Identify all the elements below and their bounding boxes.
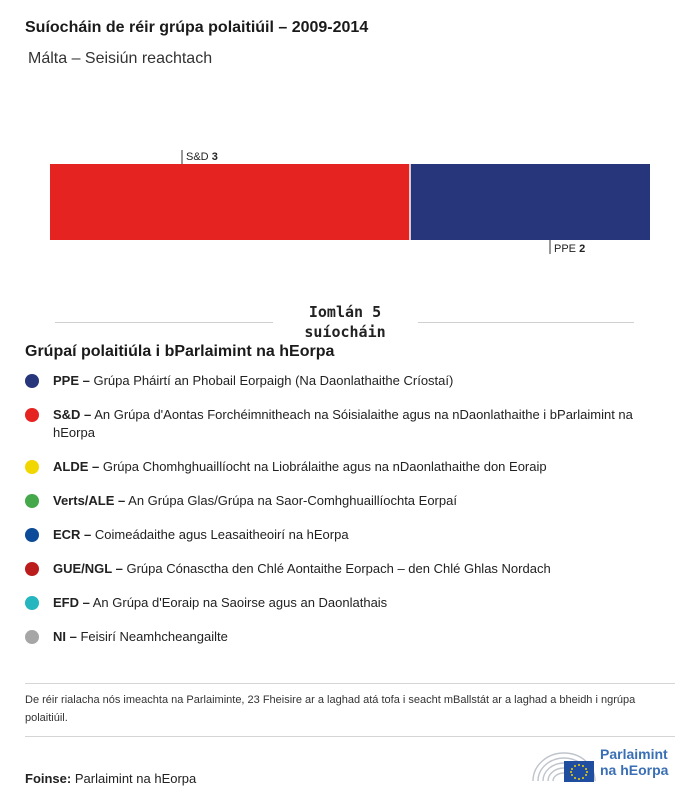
legend-dot-gue-ngl — [25, 562, 39, 576]
bar-segment-ppe — [410, 164, 650, 240]
legend-dot-verts-ale — [25, 494, 39, 508]
source-label: Foinse: — [25, 771, 72, 786]
legend-abbr: PPE – — [53, 373, 90, 388]
legend-dot-ni — [25, 630, 39, 644]
legend-dot-sd — [25, 408, 39, 422]
legend-dot-alde — [25, 460, 39, 474]
legend-desc: Grúpa Cónasctha den Chlé Aontaithe Eorpach – den Chlé Ghlas Nordach — [122, 561, 551, 576]
footnote: De réir rialacha nós imeachta na Parlaiminte, 23 Fheisire ar a laghad atá tofa i seacht mBallstát ar a laghad a bheidh i ngrúpa polaitiúil. — [25, 694, 636, 724]
legend-abbr: S&D – — [53, 407, 92, 422]
legend-abbr: ALDE – — [53, 459, 100, 474]
legend-desc: An Grúpa d'Eoraip na Saoirse agus an Daonlathais — [89, 595, 388, 610]
bar-label: PPE 2 — [554, 243, 586, 255]
total-divider-left — [55, 322, 273, 323]
legend-abbr: GUE/NGL – — [53, 561, 123, 576]
logo-line-2: na hEorpa — [600, 762, 669, 778]
legend-dot-efd — [25, 596, 39, 610]
legend-abbr: Verts/ALE – — [53, 493, 126, 508]
total-divider-right — [418, 322, 634, 323]
legend-desc: Coimeádaithe agus Leasaitheoirí na hEorpa — [91, 527, 349, 542]
stacked-seat-bar — [0, 140, 700, 270]
chart-title: Suíocháin de réir grúpa polaitiúil – 2009-2014 — [25, 19, 369, 36]
bar-label: S&D 3 — [186, 151, 218, 163]
legend-desc: An Grúpa d'Aontas Forchéimnitheach na Sóisialaithe agus na nDaonlathaithe i bParlaimint na hEorpa — [53, 407, 633, 440]
legend-heading: Grúpaí polaitiúla i bParlaimint na hEorpa — [25, 343, 335, 360]
footnote-divider-top — [25, 683, 675, 684]
european-parliament-logo — [530, 745, 680, 787]
logo-line-1: Parlaimint — [600, 746, 668, 762]
legend-desc: Grúpa Pháirtí an Phobail Eorpaigh (Na Daonlathaithe Críostaí) — [89, 373, 454, 388]
legend-abbr: EFD – — [53, 595, 90, 610]
source-line — [25, 771, 196, 786]
legend-abbr: NI – — [53, 629, 77, 644]
logo-text — [600, 746, 668, 778]
chart-subtitle: Málta – Seisiún reachtach — [28, 50, 213, 67]
parliament-hemicycle-icon — [530, 745, 598, 787]
legend-desc: Grúpa Chomhghuaillíocht na Liobrálaithe agus na nDaonlathaithe don Eoraip — [99, 459, 547, 474]
legend-abbr: ECR – — [53, 527, 92, 542]
bar-segment-s-d — [50, 164, 410, 240]
legend-dot-ecr — [25, 528, 39, 542]
legend-dot-ppe — [25, 374, 39, 388]
footnote-divider-bottom — [25, 736, 675, 737]
legend-desc: An Grúpa Glas/Grúpa na Saor-Comhghuaillíochta Eorpaí — [125, 493, 457, 508]
source-text: Parlaimint na hEorpa — [74, 771, 197, 786]
total-seats-label: Iomlán 5 suíocháin — [304, 303, 386, 341]
legend-desc: Feisirí Neamhcheangailte — [76, 629, 228, 644]
